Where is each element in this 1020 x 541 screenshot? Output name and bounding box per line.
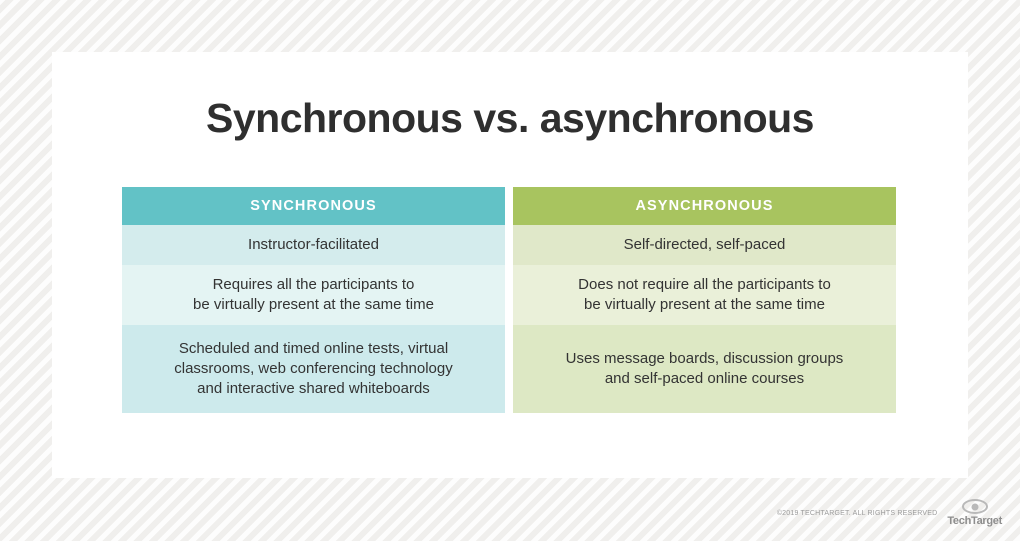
- column-synchronous: [122, 187, 505, 413]
- copyright-text: ©2019 TECHTARGET. ALL RIGHTS RESERVED: [776, 509, 938, 517]
- column-header-asynchronous: ASYNCHRONOUS: [513, 187, 896, 225]
- cell-synchronous-2: Requires all the participants to be virtually present at the same time: [122, 265, 505, 325]
- cell-synchronous-3: Scheduled and timed online tests, virtual classrooms, web conferencing technology and interactive shared whiteboards: [122, 325, 505, 413]
- logo-text: TechTarget: [947, 515, 1002, 527]
- footer: [777, 499, 1002, 527]
- cell-asynchronous-3: Uses message boards, discussion groups and self-paced online courses: [513, 325, 896, 413]
- comparison-table: [122, 187, 897, 413]
- column-asynchronous: [513, 187, 896, 413]
- techtarget-logo: [947, 499, 1002, 527]
- cell-asynchronous-1: Self-directed, self-paced: [513, 225, 896, 265]
- eye-icon: [962, 499, 988, 514]
- page-title: Synchronous vs. asynchronous: [206, 95, 814, 141]
- column-header-synchronous: SYNCHRONOUS: [122, 187, 505, 225]
- cell-synchronous-1: Instructor-facilitated: [122, 225, 505, 265]
- cell-asynchronous-2: Does not require all the participants to be virtually present at the same time: [513, 265, 896, 325]
- content-card: [52, 52, 968, 478]
